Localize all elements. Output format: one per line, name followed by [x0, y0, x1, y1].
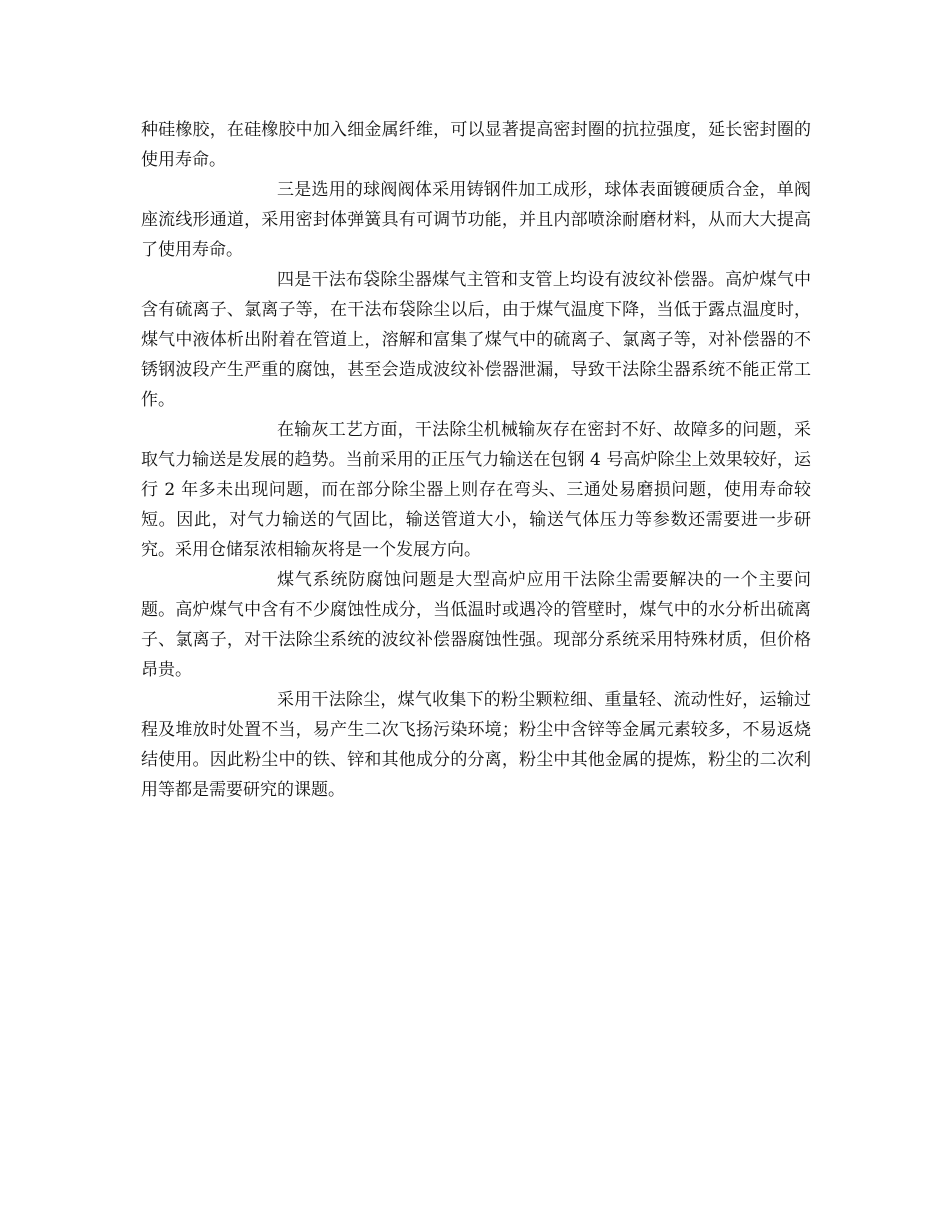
- paragraph-dust-utilization: 采用干法除尘，煤气收集下的粉尘颗粒细、重量轻、流动性好，运输过程及堆放时处置不当，易产生二次飞扬污染环境；粉尘中含锌等金属元素较多，不易返烧结使用。因此粉尘中的铁、锌和其他成分的分离，粉尘中其他金属的提炼，粉尘的二次利用等都是需要研究的课题。: [141, 690, 811, 800]
- paragraph-ash-conveying: 在输灰工艺方面，干法除尘机械输灰存在密封不好、故障多的问题，采取气力输送是发展的趋势。当前采用的正压气力输送在包钢 4 号高炉除尘上效果较好，运行 2 年多未出现问题，而在部分除尘器上则存在弯头、三通处易磨损问题，使用寿命较短。因此，对气力输送的气固比，输送管道大小，输送气体压力等参数还需要进一步研究。采用仓储泵浓相输灰将是一个发展方向。: [141, 420, 811, 560]
- paragraph-gas-corrosion: 煤气系统防腐蚀问题是大型高炉应用干法除尘需要解决的一个主要问题。高炉煤气中含有不少腐蚀性成分，当低温时或遇冷的管壁时，煤气中的水分析出硫离子、氯离子，对干法除尘系统的波纹补偿器腐蚀性强。现部分系统采用特殊材质，但价格昂贵。: [141, 570, 811, 680]
- paragraph-ball-valve: 三是选用的球阀阀体采用铸钢件加工成形，球体表面镀硬质合金，单阀座流线形通道，采用密封体弹簧具有可调节功能，并且内部喷涂耐磨材料，从而大大提高了使用寿命。: [141, 180, 811, 260]
- document-body: [141, 115, 811, 805]
- paragraph-continuation: 种硅橡胶，在硅橡胶中加入细金属纤维，可以显著提高密封圈的抗拉强度，延长密封圈的使用寿命。: [141, 120, 811, 170]
- paragraph-bellows-compensator: 四是干法布袋除尘器煤气主管和支管上均设有波纹补偿器。高炉煤气中含有硫离子、氯离子等，在干法布袋除尘以后，由于煤气温度下降，当低于露点温度时，煤气中液体析出附着在管道上，溶解和富集了煤气中的硫离子、氯离子等，对补偿器的不锈钢波段产生严重的腐蚀，甚至会造成波纹补偿器泄漏，导致干法除尘器系统不能正常工作。: [141, 270, 811, 410]
